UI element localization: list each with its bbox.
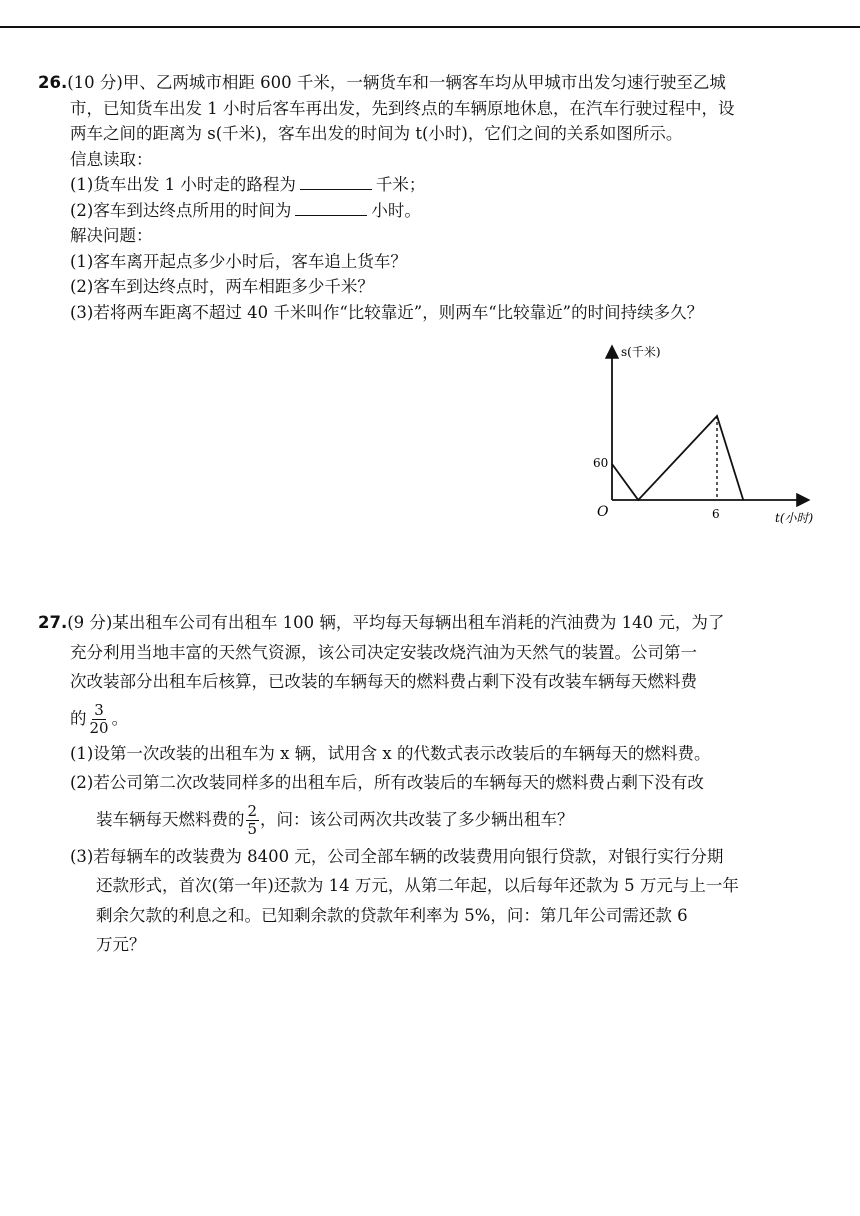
p26-question-3: (3)若将两车距离不超过 40 千米叫作“比较靠近”，则两车“比较靠近”的时间持续多久？	[70, 302, 704, 322]
origin-label: O	[597, 504, 609, 520]
p27-q2-end: ，问：该公司两次共改装了多少辆出租车？	[260, 809, 574, 829]
p26-info-1-text: (1)货车出发 1 小时走的路程为	[70, 175, 296, 194]
p27-question-3-line-3: 剩余欠款的利息之和。已知剩余款的贷款年利率为 5%，问：第几年公司需还款 6	[96, 905, 688, 925]
p26-info-1-unit: 千米；	[375, 175, 426, 194]
y-axis-label: s(千米)	[621, 345, 661, 359]
distance-line	[612, 416, 743, 500]
p26-line-3: 两车之间的距离为 s(千米)，客车出发的时间为 t(小时)，它们之间的关系如图所示。	[70, 124, 683, 143]
y-tick-label: 60	[593, 456, 609, 470]
p27-q2-text: 装车辆每天燃料费的	[96, 809, 245, 829]
p27-question-1: (1)设第一次改装的出租车为 x 辆，试用含 x 的代数式表示改装后的车辆每天的燃料费。	[70, 743, 711, 763]
p26-question-1: (1)客车离开起点多少小时后，客车追上货车？	[70, 251, 407, 271]
p26-info-1	[38, 172, 838, 198]
answer-blank-1[interactable]	[300, 173, 372, 190]
answer-blank-2[interactable]	[295, 199, 367, 216]
x-tick-label: 6	[712, 507, 720, 521]
p26-info-2-unit: 小时。	[371, 200, 421, 220]
p27-question-3-line-4: 万元？	[96, 935, 146, 954]
p27-line-4	[38, 701, 838, 737]
fraction-3-20: $\frac{3}{20}$	[89, 700, 109, 737]
p26-info-2	[38, 198, 838, 224]
p26-info-2-text: (2)客车到达终点所用的时间为	[70, 200, 292, 220]
p27-question-2-line-1: (2)若公司第二次改装同样多的出租车后，所有改装后的车辆每天的燃料费占剩下没有改	[70, 773, 704, 792]
p27-text-1: (9 分)某出租车公司有出租车 100 辆，平均每天每辆出租车消耗的汽油费为 140 元，为了	[67, 613, 725, 632]
problem-27	[38, 610, 838, 958]
p27-question-3-line-2: 还款形式，首次(第一年)还款为 14 万元，从第二年起，以后每年还款为 5 万元与上一年	[96, 876, 739, 895]
p27-line-4-end: 。	[111, 708, 129, 728]
fraction-2-5: $\frac{2}{5}$	[247, 801, 258, 838]
p27-line-2: 充分利用当地丰富的天然气资源，该公司决定安装改烧汽油为天然气的装置。公司第一	[70, 642, 697, 662]
x-axis-label: t(小时)	[775, 511, 814, 525]
problem-26	[38, 70, 838, 325]
p27-line-1	[38, 610, 838, 636]
p26-solve-heading: 解决问题：	[70, 226, 153, 245]
p27-question-3-line-1: (3)若每辆车的改装费为 8400 元，公司全部车辆的改装费用向银行贷款，对银行实行分期	[70, 846, 724, 866]
p27-line-4-text: 的	[70, 708, 87, 728]
p26-number: 26.	[38, 73, 68, 92]
p27-question-2-line-2	[38, 802, 838, 838]
p26-line-1	[38, 70, 838, 96]
p27-line-3: 次改装部分出租车后核算，已改装的车辆每天的燃料费占剩下没有改装车辆每天燃料费	[70, 672, 697, 691]
p26-text-1: (10 分)甲、乙两城市相距 600 千米，一辆货车和一辆客车均从甲城市出发匀速行驶至乙城	[67, 73, 726, 92]
p26-line-2: 市，已知货车出发 1 小时后客车再出发，先到终点的车辆原地休息，在汽车行驶过程中，设	[70, 98, 735, 118]
top-rule	[0, 26, 860, 28]
p26-info-heading: 信息读取：	[70, 149, 153, 169]
p26-question-2: (2)客车到达终点时，两车相距多少千米？	[70, 277, 374, 296]
distance-time-graph	[585, 340, 835, 530]
p27-number: 27.	[38, 613, 68, 632]
